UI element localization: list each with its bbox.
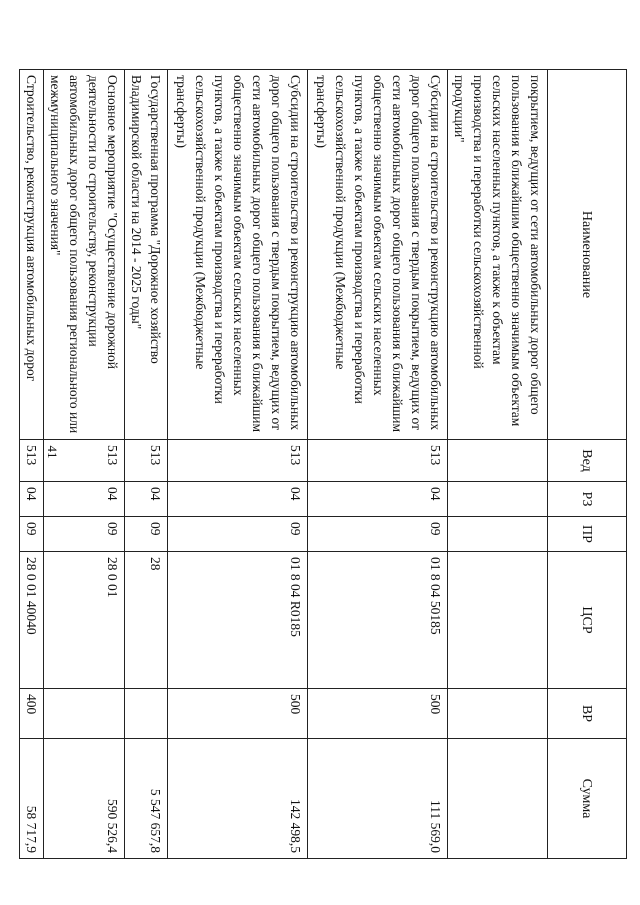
cell-ved	[448, 440, 548, 482]
cell-ved: 513	[308, 440, 448, 482]
cell-ved: 513	[44, 440, 125, 482]
cell-pr: 09	[44, 517, 125, 552]
table-row	[308, 70, 448, 859]
cell-vr	[125, 689, 168, 739]
cell-rz: 04	[308, 482, 448, 517]
cell-vr: 500	[168, 689, 308, 739]
cell-rz: 04	[168, 482, 308, 517]
cell-vr: 500	[308, 689, 448, 739]
table-row	[168, 70, 308, 859]
cell-name: Субсидии на строительство и реконструкцию автомобильных дорог общего пользования с твердым покрытием, ведущих от сети автомобильных дорог общего пользования к ближайшим общественно значимым объектам сельских населенных пунктов, а также к объектам производства и переработки сельскохозяйственной продукции (Межбюджетные трансферты)	[308, 70, 448, 440]
cell-name: Основное мероприятие "Осуществление дорожной деятельности по строительству, реконструкции автомобильных дорог общего пользования регионального или межмуниципального значения"	[44, 70, 125, 440]
budget-table	[19, 69, 627, 859]
cell-pr	[448, 517, 548, 552]
header-name: Наименование	[548, 70, 627, 440]
cell-csr: 28 0 01 40040	[20, 552, 44, 689]
cell-rz: 04	[20, 482, 44, 517]
cell-sum: 590 526,4	[44, 739, 125, 859]
cell-sum: 5 547 657,8	[125, 739, 168, 859]
cell-csr: 28	[125, 552, 168, 689]
cell-vr	[448, 689, 548, 739]
cell-sum	[448, 739, 548, 859]
cell-name: Субсидии на строительство и реконструкцию автомобильных дорог общего пользования с твердым покрытием, ведущих от сети автомобильных дорог общего пользования к ближайшим общественно значимым объектам сельских населенных пунктов, а также к объектам производства и переработки сельскохозяйственной продукции (Межбюджетные трансферты)	[168, 70, 308, 440]
cell-pr: 09	[168, 517, 308, 552]
header-sum: Сумма	[548, 739, 627, 859]
cell-sum: 111 569,0	[308, 739, 448, 859]
cell-sum: 58 717,9	[20, 739, 44, 859]
cell-rz: 04	[125, 482, 168, 517]
table-row	[125, 70, 168, 859]
cell-ved: 513	[125, 440, 168, 482]
cell-csr	[448, 552, 548, 689]
cell-rz	[448, 482, 548, 517]
cell-pr: 09	[308, 517, 448, 552]
cell-ved: 513	[168, 440, 308, 482]
cell-vr	[44, 689, 125, 739]
header-vr: ВР	[548, 689, 627, 739]
cell-vr: 400	[20, 689, 44, 739]
cell-pr: 09	[125, 517, 168, 552]
table-row	[44, 70, 125, 859]
table-row	[448, 70, 548, 859]
cell-name: Строительство, реконструкция автомобильных дорог	[20, 70, 44, 440]
header-rz: РЗ	[548, 482, 627, 517]
cell-pr: 09	[20, 517, 44, 552]
cell-csr: 01 8 04 R0185	[168, 552, 308, 689]
page-number: 41	[45, 445, 60, 459]
table-header-row	[548, 70, 627, 859]
header-pr: ПР	[548, 517, 627, 552]
cell-sum: 142 498,5	[168, 739, 308, 859]
header-csr: ЦСР	[548, 552, 627, 689]
cell-ved: 513	[20, 440, 44, 482]
cell-csr: 01 8 04 50185	[308, 552, 448, 689]
header-ved: Вед	[548, 440, 627, 482]
cell-csr: 28 0 01	[44, 552, 125, 689]
cell-name: Государственная программа "Дорожное хозяйство Владимирской области на 2014 - 2025 годы"	[125, 70, 168, 440]
cell-name: покрытием, ведущих от сети автомобильных дорог общего пользования к ближайшим общественно значимым объектам сельских населенных пунктов, а также к объектам производства и переработки сельскохозяйственной продукции"	[448, 70, 548, 440]
table-row	[20, 70, 44, 859]
cell-rz: 04	[44, 482, 125, 517]
